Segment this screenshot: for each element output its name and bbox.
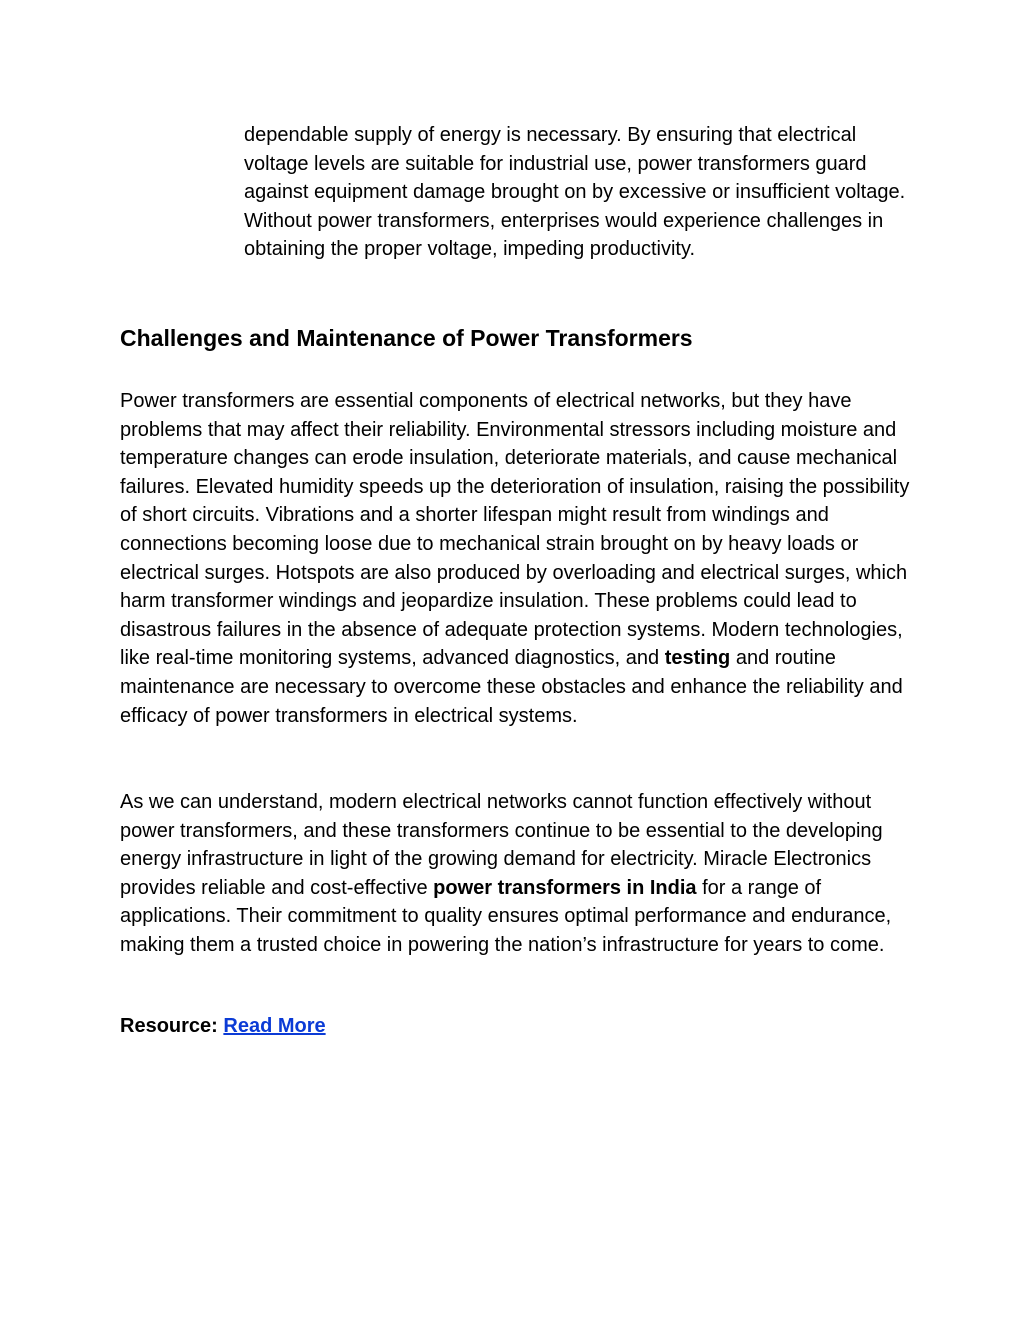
intro-paragraph: dependable supply of energy is necessary. By ensuring that electrical voltage levels are suitable for industrial use, power transformers guard against equipment damage brought on by excessive or insufficient voltage. Without power transformers, enterprises would experience challenges in obtaining the proper voltage, impeding productivity. (244, 124, 906, 261)
conclusion-text-end: for a range of applications. Their commitment to quality ensures optimal performance and endurance, making them a trusted choice in powering the nation’s infrastructure for years to come. (120, 876, 892, 956)
section-heading: Challenges and Maintenance of Power Transformers (120, 325, 693, 351)
conclusion-paragraph (120, 788, 915, 960)
conclusion-text-start: As we can understand, modern electrical networks cannot function effectively without power transformers, and these transformers continue to be essential to the developing energy infrastructure in light of the growing demand for electricity. Miracle Electronics provides reliable and cost-effective (120, 791, 883, 899)
power-transformers-bold-text: power transformers in India (433, 876, 697, 899)
resource-label: Resource: (120, 1015, 218, 1037)
resource-line (120, 1012, 326, 1040)
challenges-text-end: and routine maintenance are necessary to overcome these obstacles and enhance the reliability and efficacy of power transformers in electrical systems. (120, 647, 903, 727)
challenges-text-start: Power transformers are essential components of electrical networks, but they have problems that may affect their reliability. Environmental stressors including moisture and temperature changes can erode insulation, deteriorate materials, and cause mechanical failures. Elevated humidity speeds up the deterioration of insulation, raising the possibility of short circuits. Vibrations and a shorter lifespan might result from windings and connections becoming loose due to mechanical strain brought on by heavy loads or electrical surges. Hotspots are also produced by overloading and electrical surges, which harm transformer windings and jeopardize insulation. These problems could lead to disastrous failures in the absence of adequate protection systems. Modern technologies, like real-time monitoring systems, advanced diagnostics, and (120, 390, 910, 670)
challenges-paragraph (120, 387, 915, 730)
testing-bold-text: testing (664, 647, 731, 670)
read-more-link[interactable]: Read More (223, 1015, 326, 1037)
